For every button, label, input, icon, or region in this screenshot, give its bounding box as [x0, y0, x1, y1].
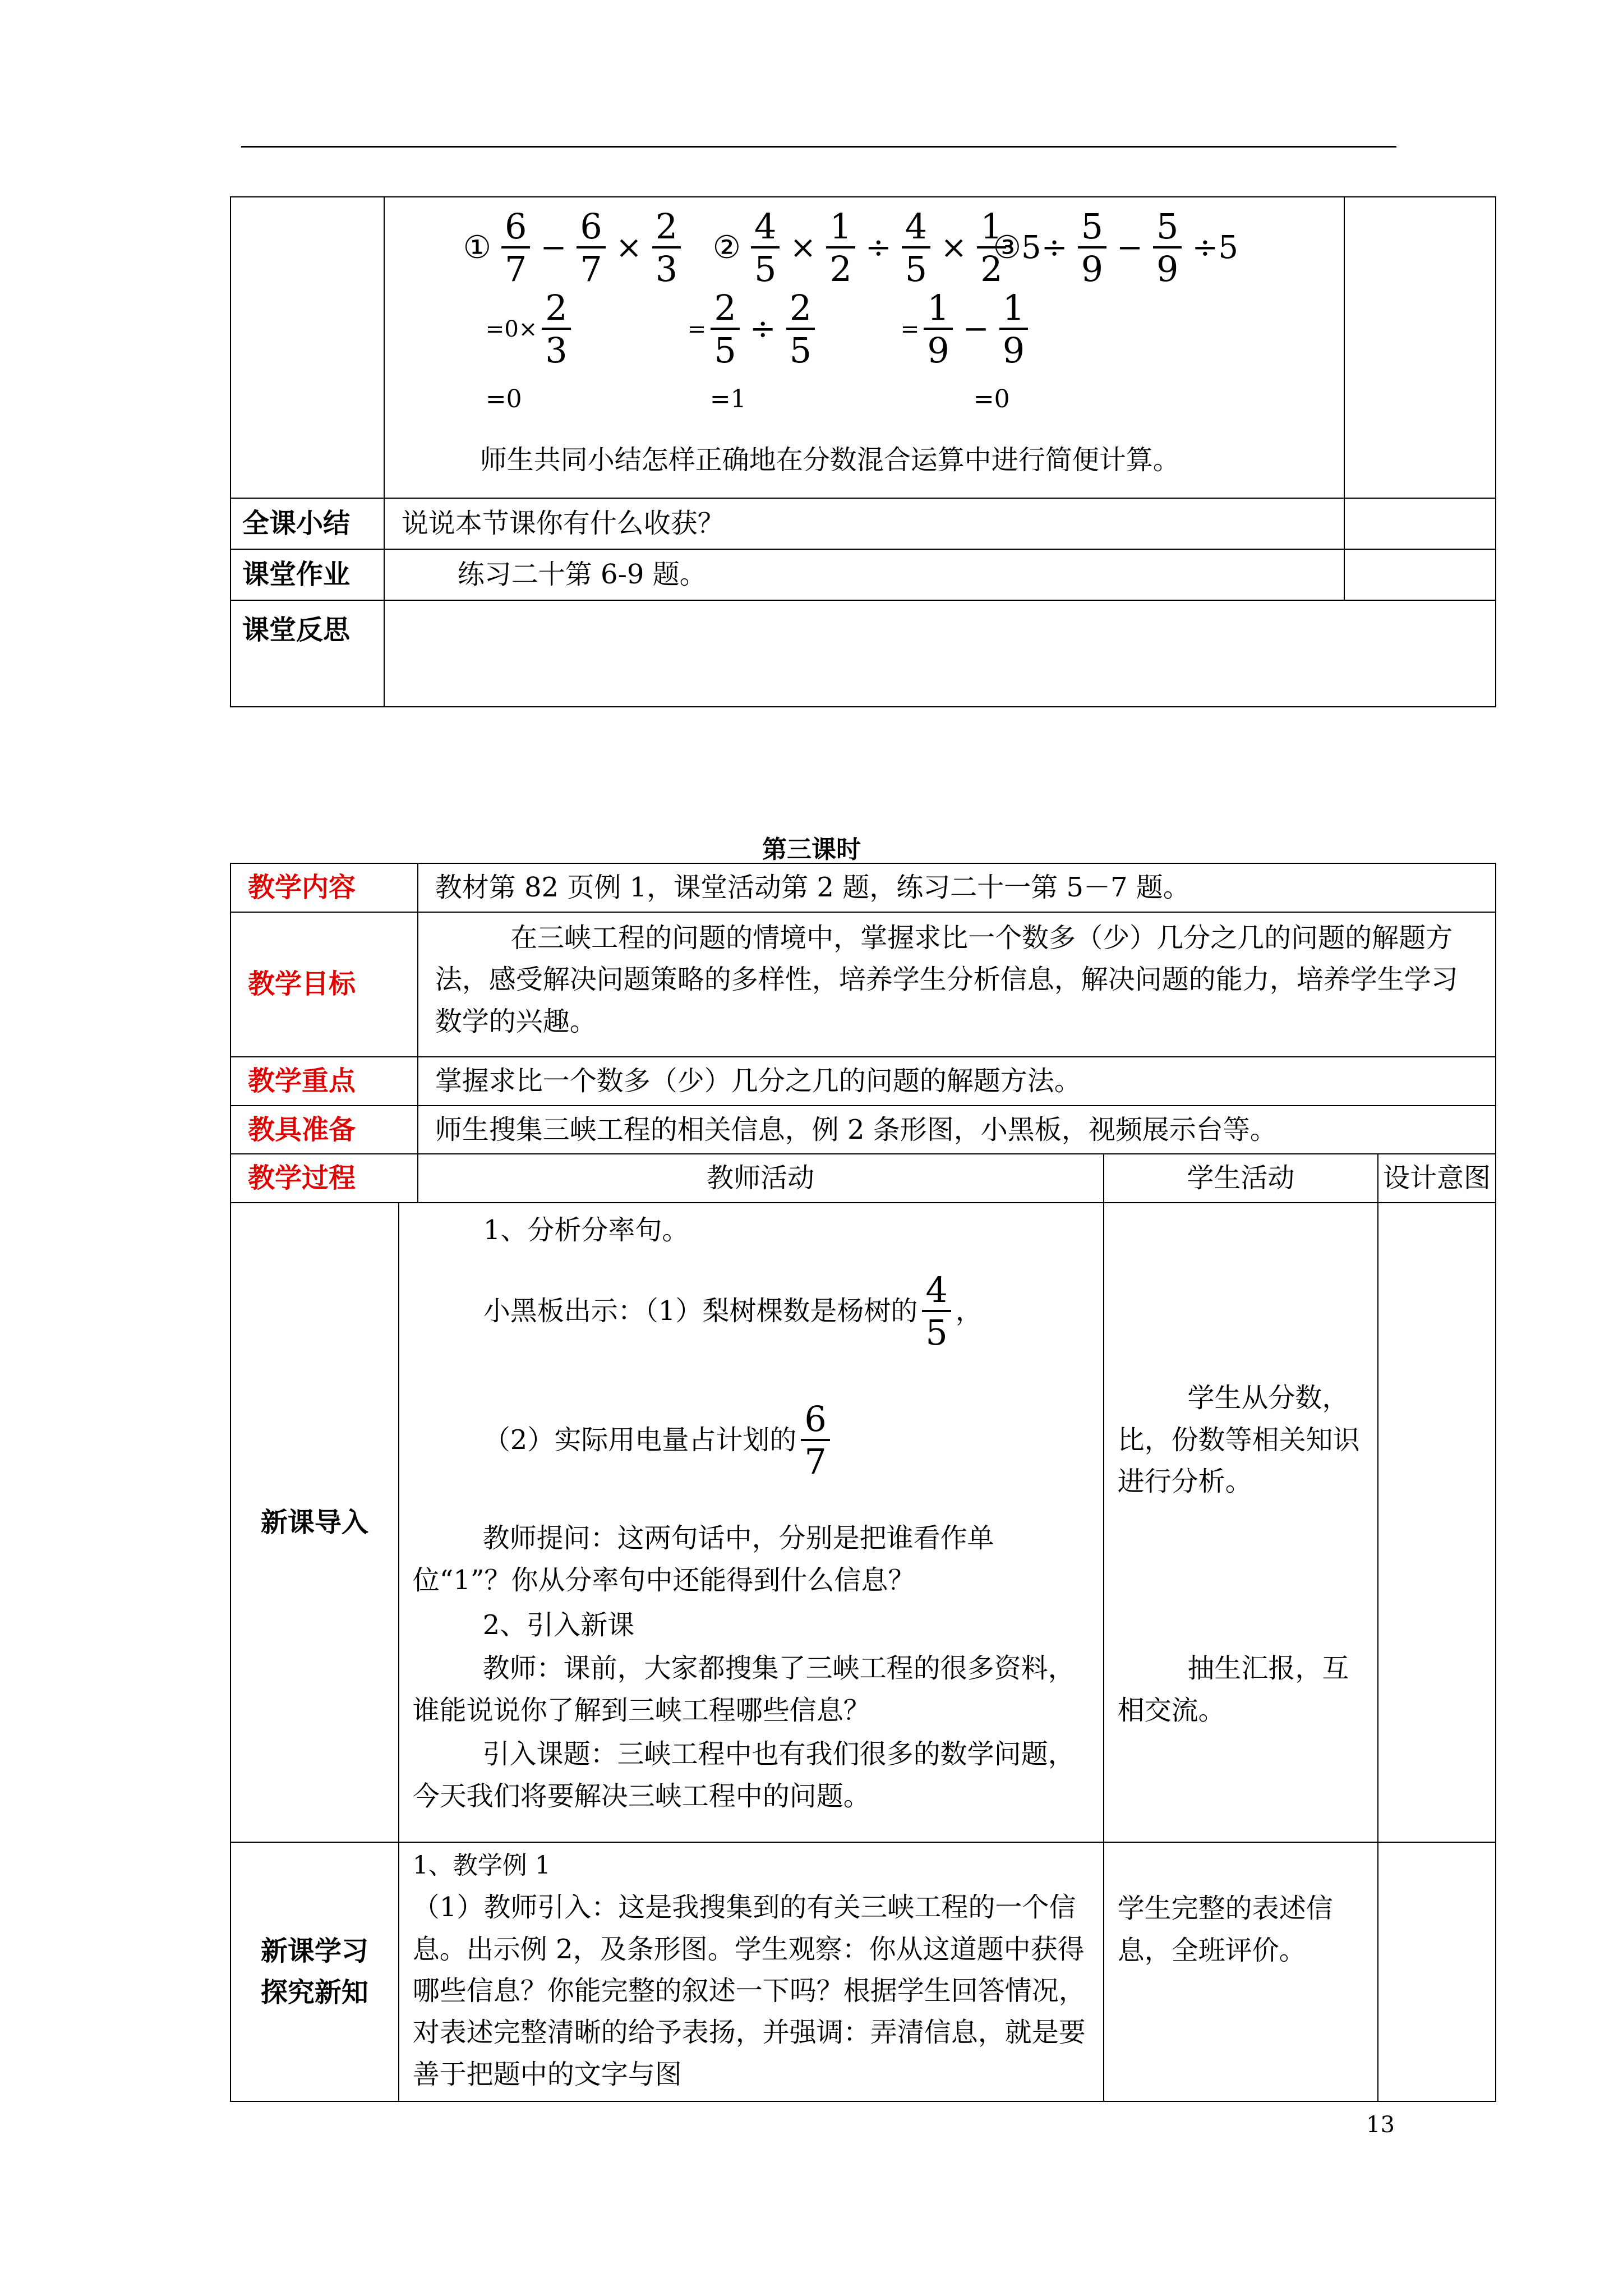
label-teaching-goal: 教学目标 — [230, 912, 418, 1057]
intro-t7: 引入课题：三峡工程中也有我们很多的数学问题，今天我们将要解决三峡工程中的问题。 — [412, 1738, 1075, 1812]
intro-s1: 学生从分数，比，份数等相关知识进行分析。 — [1117, 1382, 1360, 1497]
row-note-summary — [1344, 498, 1496, 549]
calc-label-cell — [230, 197, 384, 498]
fraction: $\frac{4}{5}$ — [751, 209, 780, 287]
explore-t2: （1）教师引入：这是我搜集到的有关三峡工程的一个信息。出示例 2，及条形图。学生观察：你从这道题中获得哪些信息？你能完整的叙述一下吗？根据学生回答情况，对表述完整清晰的给予表扬，并强调：弄清信息，就是要善于把题中的文字与图 — [412, 1892, 1086, 2090]
explore-design-cell — [1378, 1842, 1496, 2101]
fraction: $\frac{2}{5}$ — [711, 291, 739, 368]
teaching-content: 教材第 82 页例 1，课堂活动第 2 题，练习二十一第 5－7 题。 — [418, 863, 1496, 912]
calc-cell — [384, 197, 1344, 498]
intro-design-cell — [1378, 1203, 1496, 1842]
row-content-reflection — [384, 600, 1496, 707]
label-teaching-content: 教学内容 — [230, 863, 418, 912]
fraction: $\frac{6}{7}$ — [501, 209, 530, 287]
teaching-focus: 掌握求比一个数多（少）几分之几的问题的解题方法。 — [418, 1057, 1496, 1106]
lesson-table — [230, 863, 1496, 2102]
intro-t4: 教师提问：这两句话中，分别是把谁看作单位“1”？你从分率句中还能得到什么信息？ — [412, 1522, 994, 1596]
intro-s2: 抽生汇报，互相交流。 — [1117, 1653, 1349, 1726]
header-design-intent: 设计意图 — [1378, 1154, 1496, 1203]
label-new-lesson-explore — [230, 1842, 399, 2101]
label-teaching-tools: 教具准备 — [230, 1106, 418, 1154]
calc-summary: 师生共同小结怎样正确地在分数混合运算中进行简便计算。 — [479, 444, 1180, 476]
label-teaching-focus: 教学重点 — [230, 1057, 418, 1106]
calc-note-cell — [1344, 197, 1496, 498]
calc-ex3-result: =0 — [973, 384, 1010, 413]
top-table — [230, 196, 1496, 707]
teaching-tools: 师生搜集三峡工程的相关信息，例 2 条形图，小黑板，视频展示台等。 — [418, 1106, 1496, 1154]
label-new-lesson-intro: 新课导入 — [230, 1203, 399, 1842]
lesson-title: 第三课时 — [762, 835, 861, 864]
explore-t1: 1、教学例 1 — [412, 1851, 551, 1880]
row-label-summary: 全课小结 — [230, 498, 384, 549]
row-content-homework: 练习二十第 6-9 题。 — [384, 549, 1344, 600]
intro-t5: 2、引入新课 — [482, 1609, 635, 1641]
fraction: $\frac{5}{9}$ — [1078, 209, 1106, 287]
explore-s1: 学生完整的表述信息，全班评价。 — [1117, 1893, 1333, 1966]
intro-t3: （2）实际用电量占计划的 $\frac{6}{7}$ — [483, 1391, 834, 1489]
fraction: $\frac{4}{5}$ — [902, 209, 930, 287]
row-label-homework: 课堂作业 — [230, 549, 384, 600]
explore-student-cell — [1104, 1842, 1378, 2101]
fraction: $\frac{1}{9}$ — [999, 291, 1028, 368]
explore-teacher-cell — [399, 1842, 1104, 2101]
header-student-activity: 学生活动 — [1104, 1154, 1378, 1203]
teaching-goal: 在三峡工程的问题的情境中，掌握求比一个数多（少）几分之几的问题的解题方法，感受解决问题策略的多样性，培养学生分析信息，解决问题的能力，培养学生学习数学的兴趣。 — [418, 912, 1496, 1057]
calc-ex2-line2: = $\frac{2}{5}$ ÷ $\frac{2}{5}$ — [688, 284, 819, 374]
intro-t6: 教师：课前，大家都搜集了三峡工程的很多资料，谁能说说你了解到三峡工程哪些信息？ — [412, 1653, 1075, 1726]
circled-number-1: ① — [463, 229, 491, 266]
fraction: $\frac{6}{7}$ — [801, 1402, 829, 1479]
header-teacher-activity: 教师活动 — [418, 1154, 1104, 1203]
intro-student-cell — [1104, 1203, 1378, 1842]
fraction: $\frac{6}{7}$ — [577, 209, 605, 287]
intro-t2: 小黑板出示：（1）梨树棵数是杨树的 $\frac{4}{5}$ ， — [483, 1269, 983, 1353]
circled-number-2: ② — [712, 229, 741, 266]
row-content-summary: 说说本节课你有什么收获？ — [384, 498, 1344, 549]
circled-number-3: ③5÷ — [993, 229, 1068, 266]
fraction: $\frac{2}{3}$ — [652, 209, 681, 287]
calc-ex3-line2: = $\frac{1}{9}$ − $\frac{1}{9}$ — [901, 284, 1032, 374]
fraction: $\frac{2}{3}$ — [542, 291, 570, 368]
label-line2: 探究新知 — [260, 1977, 368, 2009]
calc-ex3-line1: ③5÷ $\frac{5}{9}$ − $\frac{5}{9}$ ÷5 — [993, 206, 1238, 289]
calc-ex1-line1: ① $\frac{6}{7}$ − $\frac{6}{7}$ × $\frac{2}{3}$ — [458, 203, 685, 293]
page-number: 13 — [1366, 2112, 1395, 2138]
label-teaching-process: 教学过程 — [230, 1154, 418, 1203]
fraction: $\frac{5}{9}$ — [1153, 209, 1182, 287]
fraction: $\frac{1}{2}$ — [977, 209, 1006, 287]
fraction: $\frac{2}{5}$ — [786, 291, 815, 368]
calc-ex1-result: =0 — [485, 384, 522, 413]
intro-t1: 1、分析分率句。 — [483, 1214, 689, 1246]
intro-teacher-cell — [399, 1203, 1104, 1842]
fraction: $\frac{1}{9}$ — [924, 291, 952, 368]
fraction: $\frac{1}{2}$ — [826, 209, 855, 287]
calc-ex2-line1: ② $\frac{4}{5}$ × $\frac{1}{2}$ ÷ $\frac{4}{5}$ × $\frac{1}{2}$ — [707, 203, 1011, 293]
label-line1: 新课学习 — [260, 1935, 368, 1967]
row-note-homework — [1344, 549, 1496, 600]
row-label-reflection: 课堂反思 — [230, 600, 384, 707]
fraction: $\frac{4}{5}$ — [922, 1273, 951, 1350]
header-rule — [241, 146, 1396, 148]
calc-ex1-line2: =0× $\frac{2}{3}$ — [486, 284, 575, 374]
calc-ex2-result: =1 — [709, 384, 746, 413]
